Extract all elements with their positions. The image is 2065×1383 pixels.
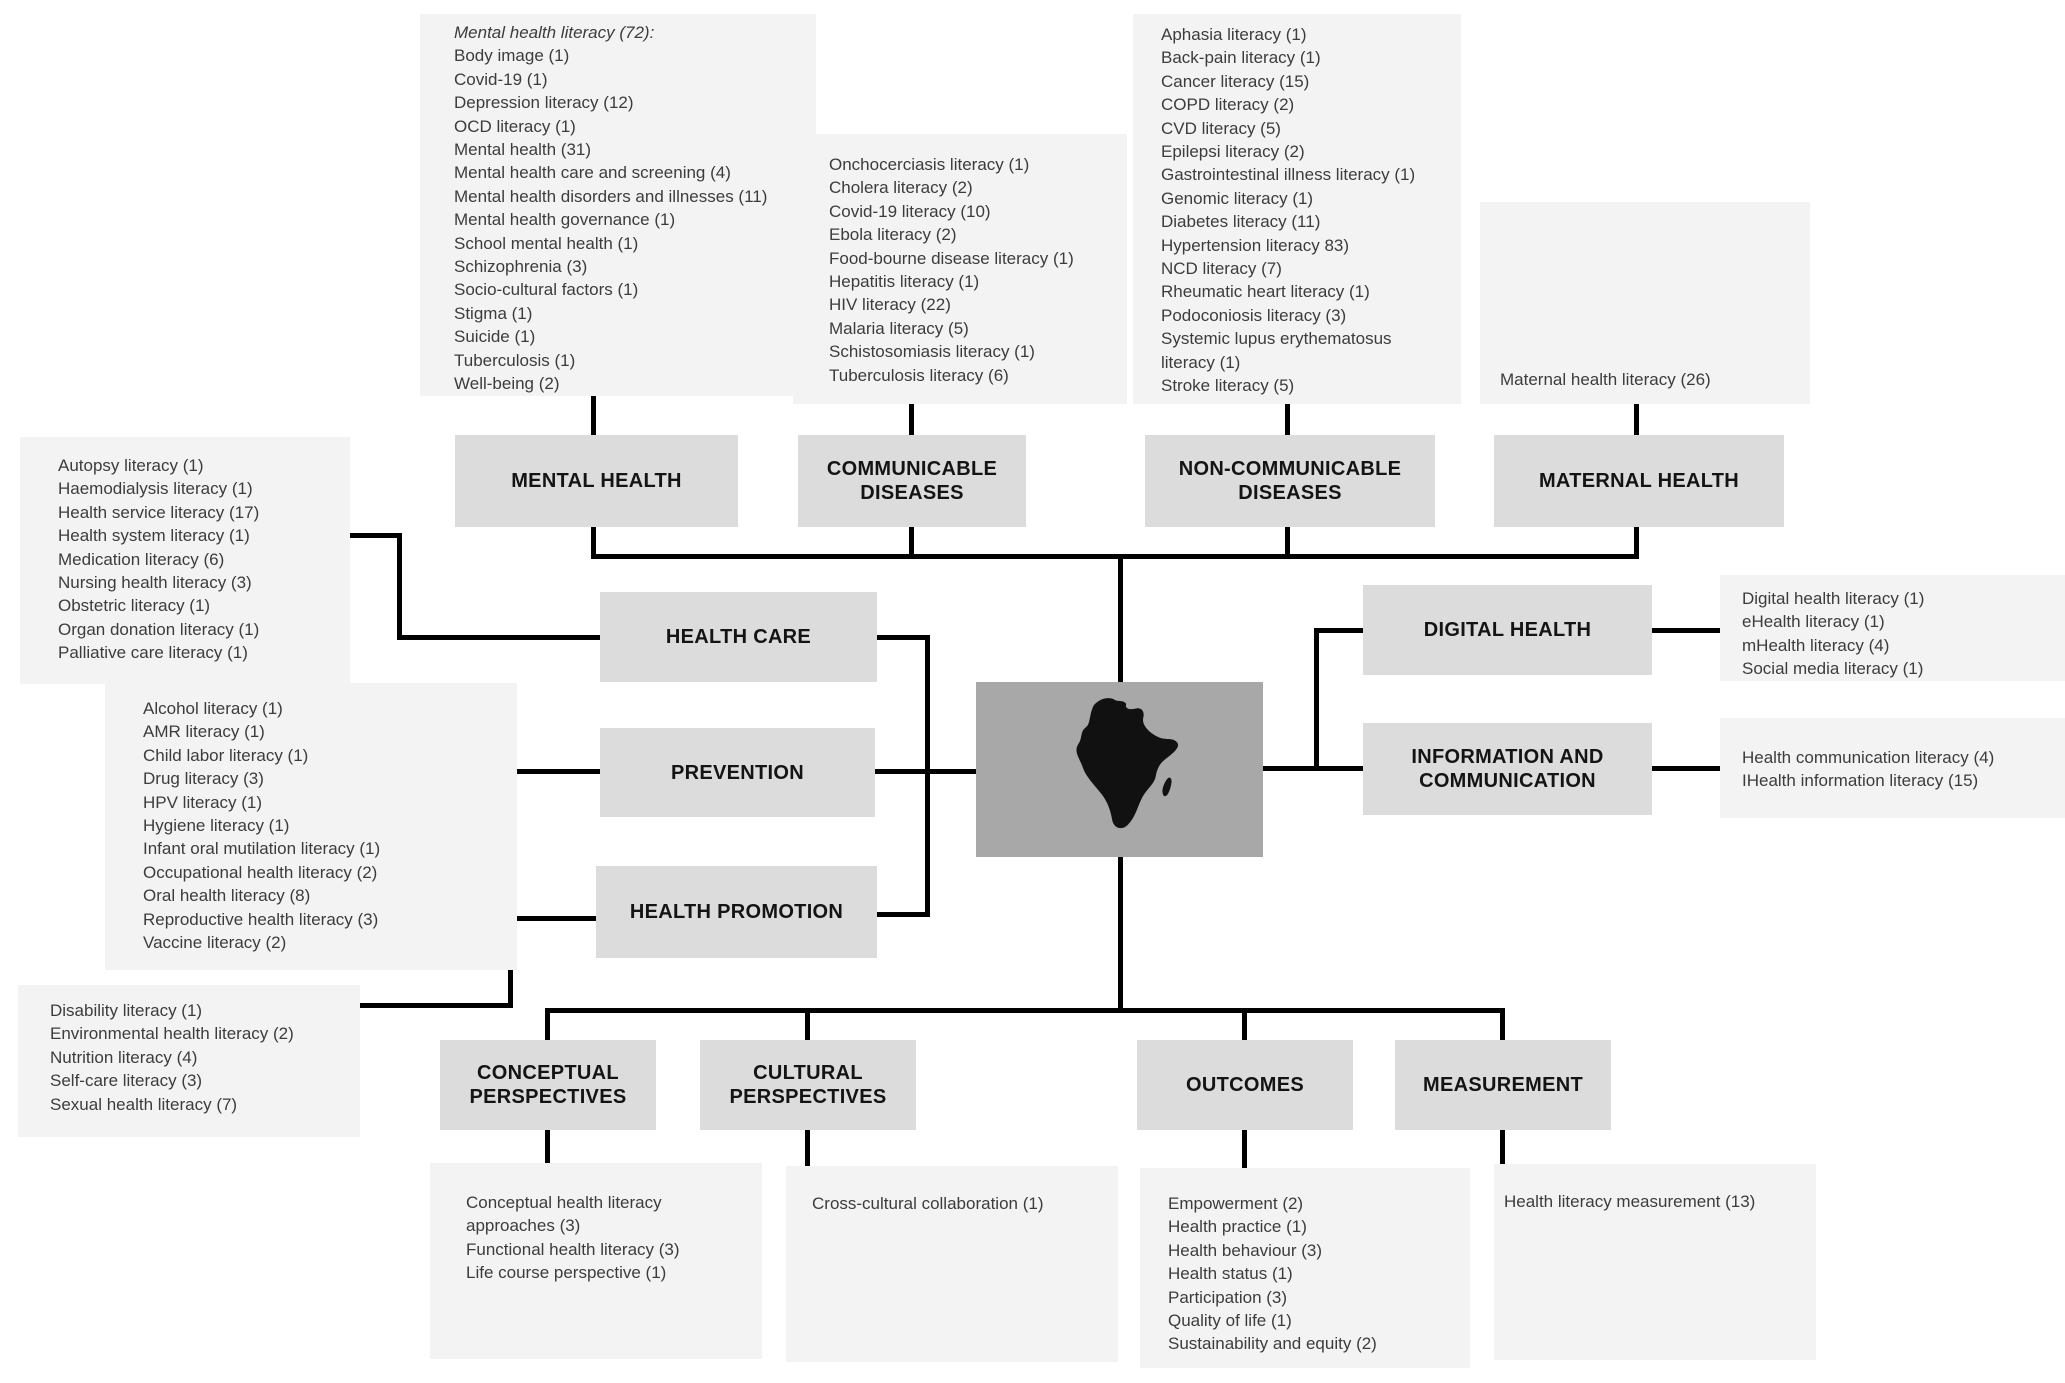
list-item: Alcohol literacy (1) xyxy=(143,699,283,718)
category-label: CULTURAL PERSPECTIVES xyxy=(729,1062,887,1108)
list-header: Mental health literacy (72): xyxy=(454,23,655,42)
list-item: Sustainability and equity (2) xyxy=(1168,1334,1377,1354)
list-item: Digital health literacy (1) xyxy=(1742,589,1925,608)
connector-line xyxy=(1118,857,1123,1013)
list-item: Organ donation literacy (1) xyxy=(58,619,260,639)
connector-line xyxy=(1263,766,1317,771)
connector-line xyxy=(1242,1130,1247,1168)
connector-line xyxy=(1500,1008,1505,1040)
category-label: MEASUREMENT xyxy=(1423,1074,1583,1096)
list-item: Health status (1) xyxy=(1168,1264,1293,1284)
category-health-promotion xyxy=(596,866,877,958)
category-conceptual-perspectives xyxy=(440,1040,656,1130)
list-item: Cancer literacy (15) xyxy=(1161,71,1310,91)
list-item: Functional health literacy (3) xyxy=(466,1239,680,1259)
list-item: Back-pain literacy (1) xyxy=(1161,48,1321,68)
connector-line xyxy=(545,1008,1505,1013)
connector-line xyxy=(397,635,600,640)
category-label: MATERNAL HEALTH xyxy=(1538,470,1740,492)
list-item: Epilepsi literacy (2) xyxy=(1161,142,1305,162)
category-maternal-health xyxy=(1494,435,1784,527)
connector-line xyxy=(350,533,402,538)
connector-line xyxy=(909,404,914,435)
category-label: HEALTH PROMOTION xyxy=(629,901,844,923)
conceptual-perspectives-list xyxy=(430,1163,762,1359)
list-item: Health communication literacy (4) xyxy=(1742,748,1995,767)
list-item: Environmental health literacy (2) xyxy=(50,1024,294,1044)
category-outcomes xyxy=(1137,1040,1353,1130)
africa-map-icon xyxy=(1035,690,1205,850)
list-item: Empowerment (2) xyxy=(1168,1194,1304,1213)
list-item: Systemic lupus erythematosus xyxy=(1161,329,1392,349)
connector-line xyxy=(877,912,930,917)
list-item: Podoconiosis literacy (3) xyxy=(1161,305,1347,325)
outcomes-list xyxy=(1140,1168,1470,1368)
list-item: Rheumatic heart literacy (1) xyxy=(1161,282,1370,302)
connector-line xyxy=(1314,628,1363,633)
list-item: Participation (3) xyxy=(1168,1287,1288,1307)
list-item: eHealth literacy (1) xyxy=(1742,612,1885,632)
list-item: Suicide (1) xyxy=(454,327,536,347)
category-label: MENTAL HEALTH xyxy=(511,470,682,492)
cultural-perspectives-list xyxy=(786,1166,1118,1362)
list-item: Sexual health literacy (7) xyxy=(50,1094,238,1114)
list-item: literacy (1) xyxy=(1161,352,1241,372)
list-item: Medication literacy (6) xyxy=(58,549,225,569)
list-item: Maternal health literacy (26) xyxy=(1500,370,1711,389)
list-item: Haemodialysis literacy (1) xyxy=(58,479,253,499)
list-item: HIV literacy (22) xyxy=(829,295,951,315)
measurement-list xyxy=(1494,1164,1816,1360)
prevention-list xyxy=(105,683,517,970)
connector-line xyxy=(805,1008,810,1040)
list-item: Genomic literacy (1) xyxy=(1161,188,1314,208)
maternal-health-list xyxy=(1480,202,1810,404)
category-communicable-diseases xyxy=(798,435,1026,527)
list-item: COPD literacy (2) xyxy=(1161,95,1295,115)
list-item: Socio-cultural factors (1) xyxy=(454,280,639,300)
list-item: Mental health governance (1) xyxy=(454,210,676,230)
connector-line xyxy=(877,635,930,640)
connector-line xyxy=(1314,628,1319,771)
list-item: Mental health (31) xyxy=(454,140,592,160)
connector-line xyxy=(397,533,402,640)
list-item: OCD literacy (1) xyxy=(454,116,576,136)
list-item: Tuberculosis (1) xyxy=(454,350,576,370)
list-item: Gastrointestinal illness literacy (1) xyxy=(1161,165,1416,185)
category-non-communicable-diseases xyxy=(1145,435,1435,527)
list-item: Infant oral mutilation literacy (1) xyxy=(143,839,381,859)
connector-line xyxy=(517,769,600,774)
list-item: Hypertension literacy 83) xyxy=(1161,235,1350,255)
category-label: INFORMATION AND COMMUNICATION xyxy=(1411,746,1604,792)
list-item: Quality of life (1) xyxy=(1168,1311,1292,1331)
category-measurement xyxy=(1395,1040,1611,1130)
list-item: Oral health literacy (8) xyxy=(143,886,311,906)
list-item: Life course perspective (1) xyxy=(466,1263,667,1283)
list-item: Covid-19 literacy (10) xyxy=(829,201,991,221)
connector-line xyxy=(545,1130,550,1163)
connector-line xyxy=(875,769,976,774)
list-item: NCD literacy (7) xyxy=(1161,259,1282,279)
category-label: PREVENTION xyxy=(670,761,805,784)
category-health-care xyxy=(600,592,877,682)
list-item: Health system literacy (1) xyxy=(58,526,250,546)
communicable-diseases-list xyxy=(793,134,1127,404)
list-item: Mental health disorders and illnesses (11) xyxy=(454,186,768,206)
list-item: Autopsy literacy (1) xyxy=(58,456,204,475)
connector-line xyxy=(545,1008,550,1040)
list-item: Tuberculosis literacy (6) xyxy=(829,365,1009,385)
category-mental-health xyxy=(455,435,738,527)
list-item: Well-being (2) xyxy=(454,374,560,394)
list-item: Schistosomiasis literacy (1) xyxy=(829,342,1035,362)
category-label: OUTCOMES xyxy=(1186,1074,1304,1096)
list-item: IHealth information literacy (15) xyxy=(1742,771,1979,791)
list-item: Child labor literacy (1) xyxy=(143,745,309,765)
information-communication-list xyxy=(1720,718,2065,818)
list-item: Conceptual health literacy approaches (3) xyxy=(466,1193,667,1236)
list-item: Obstetric literacy (1) xyxy=(58,596,211,616)
category-digital-health xyxy=(1363,585,1652,675)
connector-line xyxy=(1118,554,1123,684)
mental-health-list xyxy=(420,14,816,396)
list-item: Reproductive health literacy (3) xyxy=(143,909,379,929)
list-item: Self-care literacy (3) xyxy=(50,1071,203,1091)
connector-line xyxy=(805,1130,810,1166)
list-item: Stigma (1) xyxy=(454,303,533,323)
list-item: Hepatitis literacy (1) xyxy=(829,272,980,292)
category-information-communication xyxy=(1363,723,1652,815)
list-item: School mental health (1) xyxy=(454,233,639,253)
category-label: CONCEPTUAL PERSPECTIVES xyxy=(469,1062,627,1108)
category-label: HEALTH CARE xyxy=(665,626,812,648)
connector-line xyxy=(591,396,596,435)
list-item: Social media literacy (1) xyxy=(1742,659,1924,679)
center-africa-box xyxy=(976,682,1263,857)
connector-line xyxy=(1500,1130,1505,1164)
list-item: CVD literacy (5) xyxy=(1161,118,1281,138)
list-item: Palliative care literacy (1) xyxy=(58,643,248,663)
category-label: COMMUNICABLE DISEASES xyxy=(826,458,998,504)
health-care-list xyxy=(20,437,350,684)
list-item: Malaria literacy (5) xyxy=(829,318,969,338)
list-item: Diabetes literacy (11) xyxy=(1161,212,1321,232)
connector-line xyxy=(1634,404,1639,435)
list-item: Health behaviour (3) xyxy=(1168,1240,1323,1260)
list-item: Disability literacy (1) xyxy=(50,1001,203,1020)
non-communicable-diseases-list xyxy=(1133,14,1461,404)
list-item: Aphasia literacy (1) xyxy=(1161,25,1307,44)
category-cultural-perspectives xyxy=(700,1040,916,1130)
connector-line xyxy=(1652,766,1720,771)
list-item: AMR literacy (1) xyxy=(143,722,265,742)
list-item: Cholera literacy (2) xyxy=(829,178,973,198)
category-prevention xyxy=(600,728,875,817)
connector-line xyxy=(1242,1008,1247,1040)
list-item: Health practice (1) xyxy=(1168,1217,1307,1237)
list-item: mHealth literacy (4) xyxy=(1742,635,1890,655)
list-item: Depression literacy (12) xyxy=(454,93,634,113)
list-item: Vaccine literacy (2) xyxy=(143,933,287,953)
connector-line xyxy=(360,1003,513,1008)
list-item: Covid-19 (1) xyxy=(454,69,548,89)
connector-line xyxy=(1317,766,1363,771)
list-item: Drug literacy (3) xyxy=(143,769,264,789)
list-item: Ebola literacy (2) xyxy=(829,225,957,245)
connector-line xyxy=(1652,628,1720,633)
health-promotion-list xyxy=(18,985,360,1137)
connector-line xyxy=(925,635,930,917)
list-item: Body image (1) xyxy=(454,46,570,66)
category-label: DIGITAL HEALTH xyxy=(1423,619,1592,641)
list-item: Schizophrenia (3) xyxy=(454,257,588,277)
list-item: Health literacy measurement (13) xyxy=(1504,1192,1756,1211)
list-item: HPV literacy (1) xyxy=(143,792,263,812)
list-item: Stroke literacy (5) xyxy=(1161,376,1295,396)
connector-line xyxy=(591,554,1639,559)
list-item: Cross-cultural collaboration (1) xyxy=(812,1194,1044,1213)
list-item: Occupational health literacy (2) xyxy=(143,862,378,882)
list-item: Nursing health literacy (3) xyxy=(58,573,252,593)
connector-line xyxy=(508,916,596,921)
connector-line xyxy=(1285,404,1290,435)
list-item: Hygiene literacy (1) xyxy=(143,816,290,836)
list-item: Onchocerciasis literacy (1) xyxy=(829,155,1030,174)
list-item: Health service literacy (17) xyxy=(58,502,260,522)
list-item: Food-bourne disease literacy (1) xyxy=(829,248,1074,268)
list-item: Nutrition literacy (4) xyxy=(50,1047,198,1067)
category-label: NON-COMMUNICABLE DISEASES xyxy=(1178,458,1402,504)
digital-health-list xyxy=(1720,575,2065,681)
list-item: Mental health care and screening (4) xyxy=(454,163,731,183)
